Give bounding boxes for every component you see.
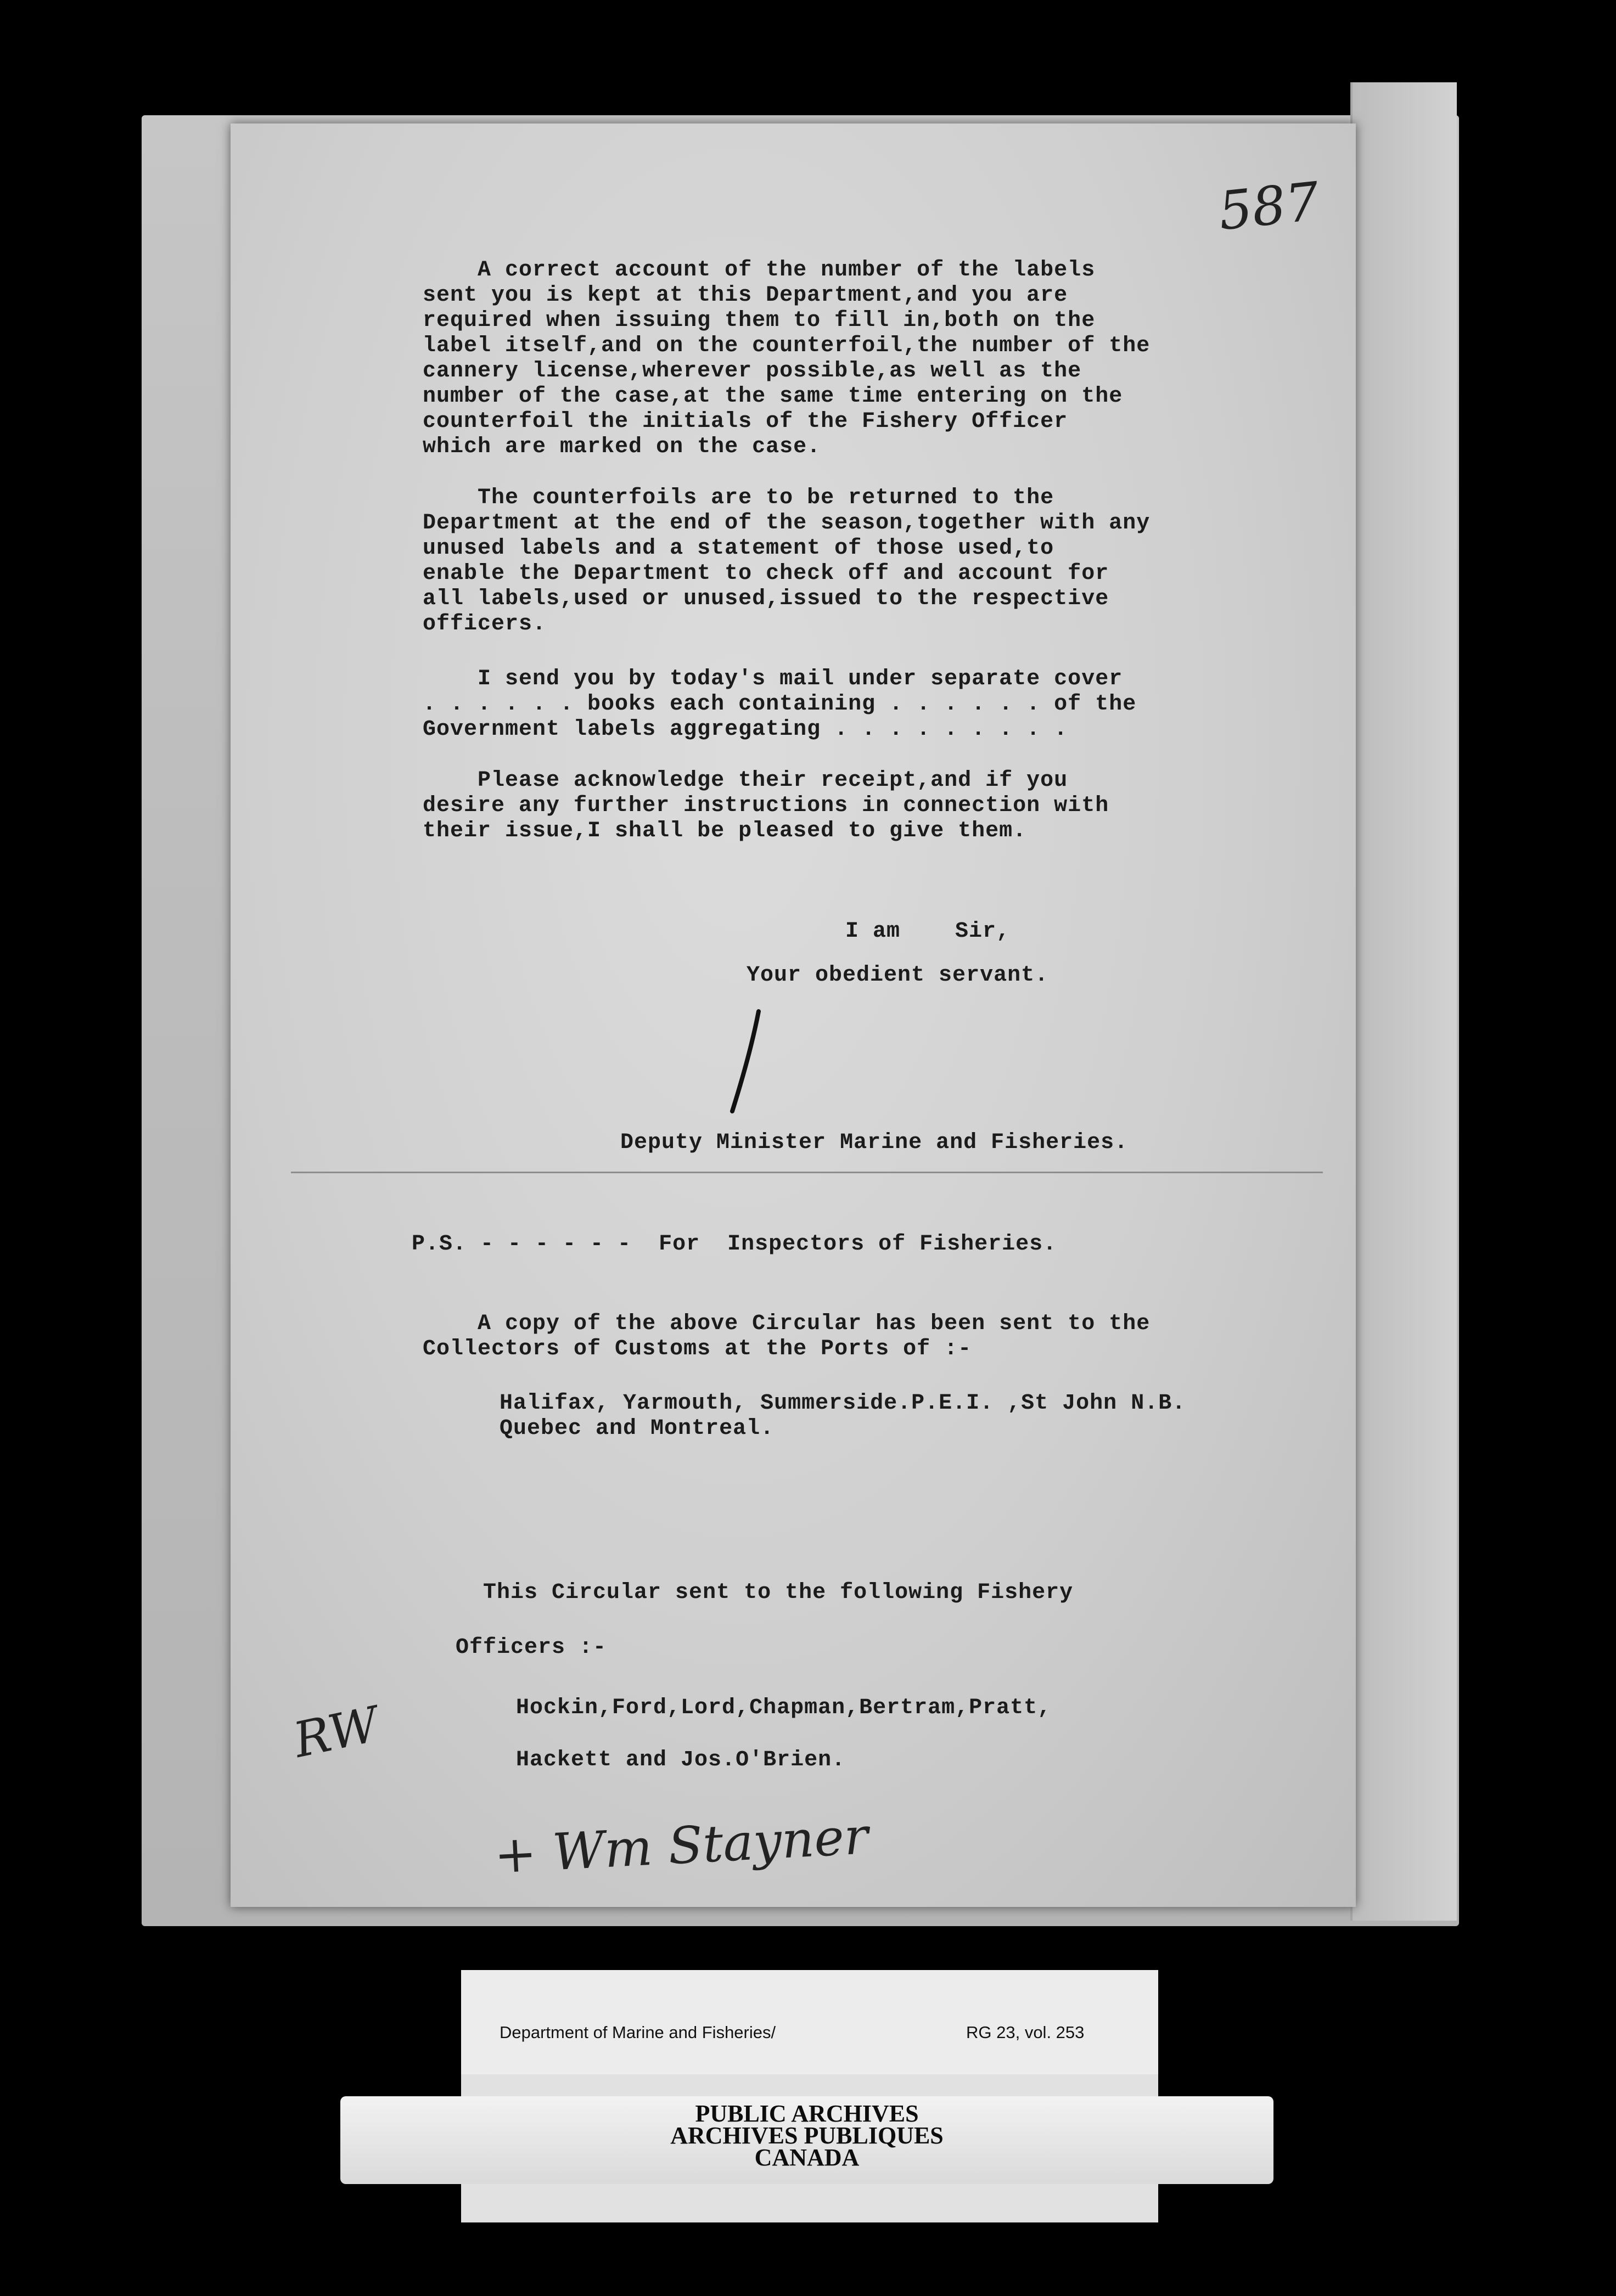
archives-stamp	[340, 2100, 1273, 2171]
stamp-line-1: PUBLIC ARCHIVES	[695, 2100, 919, 2127]
ps-body: A copy of the above Circular has been sent to the Collectors of Customs at the Ports of :-	[423, 1312, 1151, 1361]
handwritten-initials: RW	[288, 1696, 384, 1769]
stamp-line-2: ARCHIVES PUBLIQUES	[670, 2122, 944, 2149]
closing-line-2: Your obedient servant.	[747, 963, 1049, 988]
ports-list: Halifax, Yarmouth, Summerside.P.E.I. ,St John N.B. Quebec and Montreal.	[500, 1391, 1186, 1441]
department-english: Department of Marine and Fisheries/	[500, 2023, 776, 2042]
stamp-line-3: CANADA	[754, 2144, 860, 2171]
paragraph-send-labels: I send you by today's mail under separate cover . . . . . . books each containing . . . . . . of the Government labels aggregating . . . . . . . . .	[423, 667, 1137, 742]
officers-line-2: Hackett and Jos.O'Brien.	[516, 1748, 846, 1772]
signature-mark	[725, 1007, 768, 1117]
signature-title: Deputy Minister Marine and Fisheries.	[620, 1130, 1129, 1155]
paragraph-counterfoils: The counterfoils are to be returned to the Department at the end of the season,together with any unused labels and a statement of those used,to enable the Department to check off and account for all labels,used or unused,issued to the respective officers.	[423, 486, 1151, 637]
circular-line-1: This Circular sent to the following Fishery	[483, 1580, 1074, 1605]
back-sheet	[1350, 82, 1457, 1921]
paragraph-labels-account: A correct account of the number of the labels sent you is kept at this Department,and you are required when issuing them to fill in,both on the label itself,and on the counterfoil,the number of the cannery license,wherever possible,as well as the number of the case,at the same time entering on the counterfoil the initials of the Fishery Officer which are marked on the case.	[423, 258, 1151, 459]
page-number: 587	[1215, 170, 1322, 243]
officers-line-1: Hockin,Ford,Lord,Chapman,Bertram,Pratt,	[516, 1696, 1052, 1720]
closing-line-1: I am Sir,	[845, 919, 1011, 944]
archive-reference-label	[461, 1970, 1158, 2074]
circular-line-2: Officers :-	[456, 1635, 607, 1660]
paragraph-acknowledge: Please acknowledge their receipt,and if you desire any further instructions in connection with their issue,I shall be pleased to give them.	[423, 768, 1109, 843]
letter-page	[231, 123, 1356, 1907]
handwritten-addition: + Wm Stayner	[492, 1807, 870, 1885]
ps-heading: P.S. - - - - - - For Inspectors of Fisheries.	[412, 1232, 1057, 1257]
divider-line	[291, 1172, 1323, 1173]
rg-volume: RG 23, vol. 253	[966, 2023, 1085, 2042]
